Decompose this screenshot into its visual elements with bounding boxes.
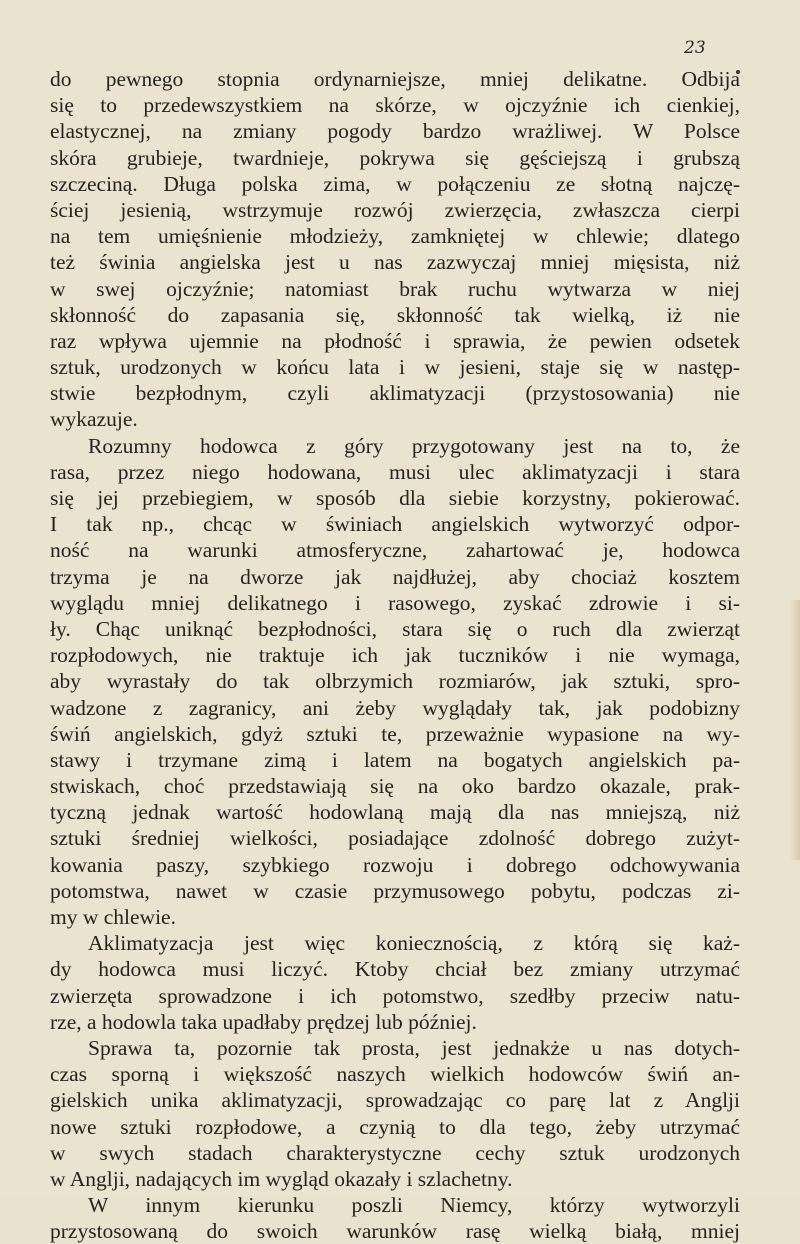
text-line: W innym kierunku poszli Niemcy, którzy wytworzyli bbox=[88, 1193, 740, 1218]
text-line: się jej przebiegiem, w sposób dla siebie korzystny, pokierować. bbox=[50, 486, 740, 510]
text-line: potomstwa, nawet w czasie przymusowego pobytu, podczas zi- bbox=[50, 878, 740, 903]
text-line: przystosowaną do swoich warunków rasę wielką białą, mniej bbox=[50, 1219, 740, 1244]
text-line: gielskich unika aklimatyzacji, sprowadzając co parę lat z Anglji bbox=[50, 1088, 740, 1113]
page-number: 23 bbox=[684, 38, 706, 58]
text-line: I tak np., chcąc w świniach angielskich wytworzyć odpor- bbox=[50, 512, 740, 537]
text-line: wyglądu mniej delikatnego i rasowego, zyskać zdrowie i si- bbox=[50, 590, 740, 615]
text-line: w swych stadach charakterystyczne cechy sztuk urodzonych bbox=[50, 1140, 740, 1165]
text-line: skłonność do zapasania się, skłonność tak wielką, iż nie bbox=[50, 302, 740, 327]
text-line: kowania paszy, szybkiego rozwoju i dobrego odchowywania bbox=[50, 852, 740, 877]
text-line: stwiskach, choć przedstawiają się na oko bardzo okazale, prak- bbox=[50, 774, 740, 799]
text-line: czas sporną i większość naszych wielkich hodowców świń an- bbox=[50, 1062, 740, 1087]
text-line: trzyma je na dworze jak najdłużej, aby chociaż kosztem bbox=[50, 564, 740, 589]
text-line: ność na warunki atmosferyczne, zahartować je, hodowca bbox=[50, 538, 740, 563]
text-line: skóra grubieje, twardnieje, pokrywa się gęściejszą i grubszą bbox=[50, 145, 740, 170]
text-line: Aklimatyzacja jest więc koniecznością, z którą się każ- bbox=[88, 931, 740, 956]
text-line: sztuk, urodzonych w końcu lata i w jesieni, staje się w następ- bbox=[50, 355, 740, 380]
text-line: Rozumny hodowca z góry przygotowany jest na to, że bbox=[88, 433, 740, 458]
text-line: rze, a hodowla taka upadłaby prędzej lub później. bbox=[50, 1009, 477, 1034]
text-line: też świnia angielska jest u nas zazwyczaj mniej mięsista, niż bbox=[50, 250, 740, 275]
text-line: stawy i trzymane zimą i latem na bogatych angielskich pa- bbox=[50, 747, 740, 772]
text-line: raz wpływa ujemnie na płodność i sprawia, że pewien odsetek bbox=[50, 328, 740, 353]
text-line: sztuki średniej wielkości, posiadające zdolność dobrego zużyt- bbox=[50, 826, 740, 851]
text-line: do pewnego stopnia ordynarniejsze, mniej delikatne. Odbija bbox=[50, 67, 740, 91]
text-line: zwierzęta sprowadzone i ich potomstwo, szedłby przeciw natu- bbox=[50, 983, 740, 1008]
text-line: na tem umięśnienie młodzieży, zamkniętej w chlewie; dlatego bbox=[50, 224, 740, 249]
text-line: wykazuje. bbox=[50, 407, 138, 432]
text-line: tyczną jednak wartość hodowlaną mają dla nas mniejszą, niż bbox=[50, 800, 740, 825]
text-line: się to przedewszystkiem na skórze, w ojczyźnie ich cienkiej, bbox=[50, 93, 740, 118]
text-line: ściej jesienią, wstrzymuje rozwój zwierzęcia, zwłaszcza cierpi bbox=[50, 197, 740, 222]
text-line: Sprawa ta, pozornie tak prosta, jest jednakże u nas dotych- bbox=[88, 1035, 740, 1060]
text-line: wadzone z zagranicy, ani żeby wyglądały tak, jak podobizny bbox=[50, 695, 740, 720]
text-line: aby wyrastały do tak olbrzymich rozmiarów, jak sztuki, spro- bbox=[50, 669, 740, 694]
text-line: rasa, przez niego hodowana, musi ulec aklimatyzacji i stara bbox=[50, 459, 740, 484]
text-line: szczeciną. Długa polska zima, w połączeniu ze słotną najczę- bbox=[50, 171, 740, 196]
text-line: ły. Chąc uniknąć bezpłodności, stara się o ruch dla zwierząt bbox=[50, 616, 740, 641]
text-line: w Anglji, nadających im wygląd okazały i szlachetny. bbox=[50, 1166, 513, 1191]
text-line: dy hodowca musi liczyć. Ktoby chciał bez zmiany utrzymać bbox=[50, 957, 740, 982]
text-line: rozpłodowych, nie traktuje ich jak tuczników i nie wymaga, bbox=[50, 643, 740, 668]
text-line: świń angielskich, gdyż sztuki te, przeważnie wypasione na wy- bbox=[50, 721, 740, 746]
text-line: my w chlewie. bbox=[50, 905, 176, 929]
paper-edge-stain bbox=[790, 600, 800, 860]
text-line: stwie bezpłodnym, czyli aklimatyzacji (przystosowania) nie bbox=[50, 381, 740, 406]
text-line: elastycznej, na zmiany pogody bardzo wrażliwej. W Polsce bbox=[50, 119, 740, 144]
body-text bbox=[50, 66, 740, 1244]
text-line: w swej ojczyźnie; natomiast brak ruchu wytwarza w niej bbox=[50, 276, 740, 301]
text-line: nowe sztuki rozpłodowe, a czynią to dla tego, żeby utrzymać bbox=[50, 1114, 740, 1139]
